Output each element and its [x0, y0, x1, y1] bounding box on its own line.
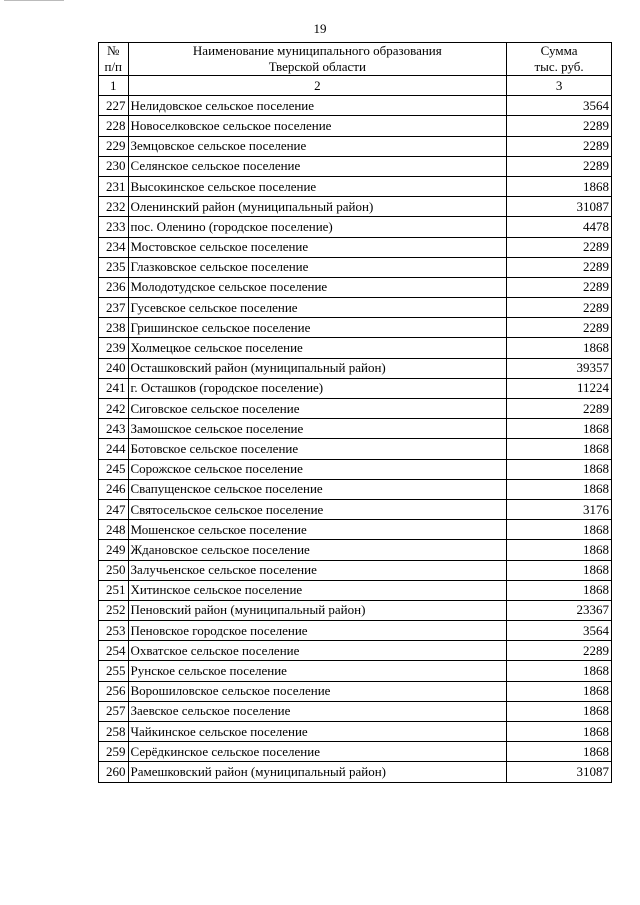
row-sum: 1868 [507, 176, 612, 196]
table-row [99, 318, 612, 338]
row-sum: 2289 [507, 318, 612, 338]
header-number [99, 43, 129, 76]
row-name: Ворошиловское сельское поселение [128, 681, 507, 701]
row-name: пос. Оленино (городское поселение) [128, 217, 507, 237]
row-number: 255 [99, 661, 129, 681]
row-name: Хитинское сельское поселение [128, 580, 507, 600]
table-row [99, 116, 612, 136]
row-name: Нелидовское сельское поселение [128, 96, 507, 116]
row-number: 237 [99, 298, 129, 318]
table-row [99, 722, 612, 742]
table-row [99, 439, 612, 459]
row-sum: 1868 [507, 681, 612, 701]
header-number-symbol: № [107, 43, 120, 58]
row-name: Земцовское сельское поселение [128, 136, 507, 156]
row-name: Охватское сельское поселение [128, 641, 507, 661]
row-name: Гусевское сельское поселение [128, 298, 507, 318]
row-number: 258 [99, 722, 129, 742]
row-sum: 1868 [507, 560, 612, 580]
row-number: 232 [99, 197, 129, 217]
table-row [99, 96, 612, 116]
row-number: 260 [99, 762, 129, 782]
table-body [99, 96, 612, 782]
row-number: 228 [99, 116, 129, 136]
row-number: 257 [99, 701, 129, 721]
row-sum: 2289 [507, 399, 612, 419]
row-sum: 31087 [507, 762, 612, 782]
row-name: Ждановское сельское поселение [128, 540, 507, 560]
row-sum: 1868 [507, 701, 612, 721]
row-number: 227 [99, 96, 129, 116]
row-sum: 2289 [507, 257, 612, 277]
row-name: Оленинский район (муниципальный район) [128, 197, 507, 217]
column-number-1: 1 [99, 76, 129, 96]
row-number: 236 [99, 277, 129, 297]
table-row [99, 681, 612, 701]
table-row [99, 156, 612, 176]
row-name: Чайкинское сельское поселение [128, 722, 507, 742]
row-sum: 1868 [507, 520, 612, 540]
row-sum: 2289 [507, 136, 612, 156]
row-name: Мошенское сельское поселение [128, 520, 507, 540]
row-name: Молодотудское сельское поселение [128, 277, 507, 297]
row-name: Сиговское сельское поселение [128, 399, 507, 419]
row-number: 240 [99, 358, 129, 378]
row-name: Новоселковское сельское поселение [128, 116, 507, 136]
row-name: Селянское сельское поселение [128, 156, 507, 176]
row-sum: 1868 [507, 742, 612, 762]
row-sum: 39357 [507, 358, 612, 378]
row-name: Холмецкое сельское поселение [128, 338, 507, 358]
row-number: 251 [99, 580, 129, 600]
header-number-abbr: п/п [104, 59, 123, 74]
table-row [99, 742, 612, 762]
row-sum: 2289 [507, 237, 612, 257]
row-sum: 3176 [507, 499, 612, 519]
row-sum: 2289 [507, 298, 612, 318]
table-row [99, 176, 612, 196]
row-name: Свапущенское сельское поселение [128, 479, 507, 499]
row-sum: 3564 [507, 96, 612, 116]
page-number: 19 [313, 21, 327, 36]
row-name: Осташковский район (муниципальный район) [128, 358, 507, 378]
table-row [99, 338, 612, 358]
table-row [99, 277, 612, 297]
row-sum: 3564 [507, 621, 612, 641]
table-row [99, 661, 612, 681]
row-sum: 2289 [507, 277, 612, 297]
table-row [99, 217, 612, 237]
table-row [99, 499, 612, 519]
table-row [99, 621, 612, 641]
table-row [99, 257, 612, 277]
row-number: 242 [99, 399, 129, 419]
table-row [99, 701, 612, 721]
row-name: Рунское сельское поселение [128, 661, 507, 681]
row-number: 230 [99, 156, 129, 176]
row-number: 239 [99, 338, 129, 358]
table-header-row [99, 43, 612, 76]
row-sum: 1868 [507, 580, 612, 600]
row-number: 243 [99, 419, 129, 439]
header-sum [507, 43, 612, 76]
row-sum: 1868 [507, 722, 612, 742]
table-row [99, 459, 612, 479]
row-sum: 1868 [507, 338, 612, 358]
table-row [99, 378, 612, 398]
row-name: Глазковское сельское поселение [128, 257, 507, 277]
header-name-line1: Наименование муниципального образования [192, 43, 442, 58]
table-row [99, 540, 612, 560]
row-number: 254 [99, 641, 129, 661]
row-name: Ботовское сельское поселение [128, 439, 507, 459]
table-row [99, 520, 612, 540]
row-sum: 2289 [507, 156, 612, 176]
row-name: Пеновский район (муниципальный район) [128, 600, 507, 620]
table-row [99, 237, 612, 257]
row-number: 250 [99, 560, 129, 580]
table-row [99, 419, 612, 439]
table-row [99, 641, 612, 661]
header-name-line2: Тверской области [268, 59, 366, 74]
row-name: Мостовское сельское поселение [128, 237, 507, 257]
row-name: г. Осташков (городское поселение) [128, 378, 507, 398]
row-name: Гришинское сельское поселение [128, 318, 507, 338]
row-number: 233 [99, 217, 129, 237]
table-row [99, 136, 612, 156]
row-number: 229 [99, 136, 129, 156]
row-sum: 23367 [507, 600, 612, 620]
row-number: 248 [99, 520, 129, 540]
table-row [99, 600, 612, 620]
row-number: 235 [99, 257, 129, 277]
row-sum: 1868 [507, 479, 612, 499]
row-name: Высокинское сельское поселение [128, 176, 507, 196]
row-sum: 1868 [507, 419, 612, 439]
row-number: 234 [99, 237, 129, 257]
row-name: Рамешковский район (муниципальный район) [128, 762, 507, 782]
table-row [99, 358, 612, 378]
column-number-2: 2 [128, 76, 507, 96]
table-row [99, 399, 612, 419]
row-sum: 1868 [507, 661, 612, 681]
row-number: 259 [99, 742, 129, 762]
table-row [99, 580, 612, 600]
row-name: Сорожское сельское поселение [128, 459, 507, 479]
column-number-3: 3 [507, 76, 612, 96]
row-number: 247 [99, 499, 129, 519]
row-number: 244 [99, 439, 129, 459]
scan-edge-mark [4, 0, 64, 4]
row-sum: 1868 [507, 459, 612, 479]
row-sum: 4478 [507, 217, 612, 237]
column-number-row [99, 76, 612, 96]
header-name [128, 43, 507, 76]
row-number: 249 [99, 540, 129, 560]
row-number: 256 [99, 681, 129, 701]
municipal-sums-table [98, 42, 612, 783]
row-name: Пеновское городское поселение [128, 621, 507, 641]
table-row [99, 298, 612, 318]
row-number: 246 [99, 479, 129, 499]
row-name: Замошское сельское поселение [128, 419, 507, 439]
header-sum-line1: Сумма [540, 43, 578, 58]
row-number: 241 [99, 378, 129, 398]
row-sum: 31087 [507, 197, 612, 217]
row-number: 253 [99, 621, 129, 641]
row-name: Заевское сельское поселение [128, 701, 507, 721]
row-sum: 2289 [507, 641, 612, 661]
table-row [99, 479, 612, 499]
row-number: 231 [99, 176, 129, 196]
row-sum: 11224 [507, 378, 612, 398]
row-number: 238 [99, 318, 129, 338]
row-name: Залучьенское сельское поселение [128, 560, 507, 580]
row-sum: 2289 [507, 116, 612, 136]
row-name: Святосельское сельское поселение [128, 499, 507, 519]
row-sum: 1868 [507, 439, 612, 459]
row-name: Серёдкинское сельское поселение [128, 742, 507, 762]
row-number: 245 [99, 459, 129, 479]
table-row [99, 197, 612, 217]
row-number: 252 [99, 600, 129, 620]
header-sum-line2: тыс. руб. [534, 59, 584, 74]
row-sum: 1868 [507, 540, 612, 560]
table-row [99, 560, 612, 580]
table-row [99, 762, 612, 782]
